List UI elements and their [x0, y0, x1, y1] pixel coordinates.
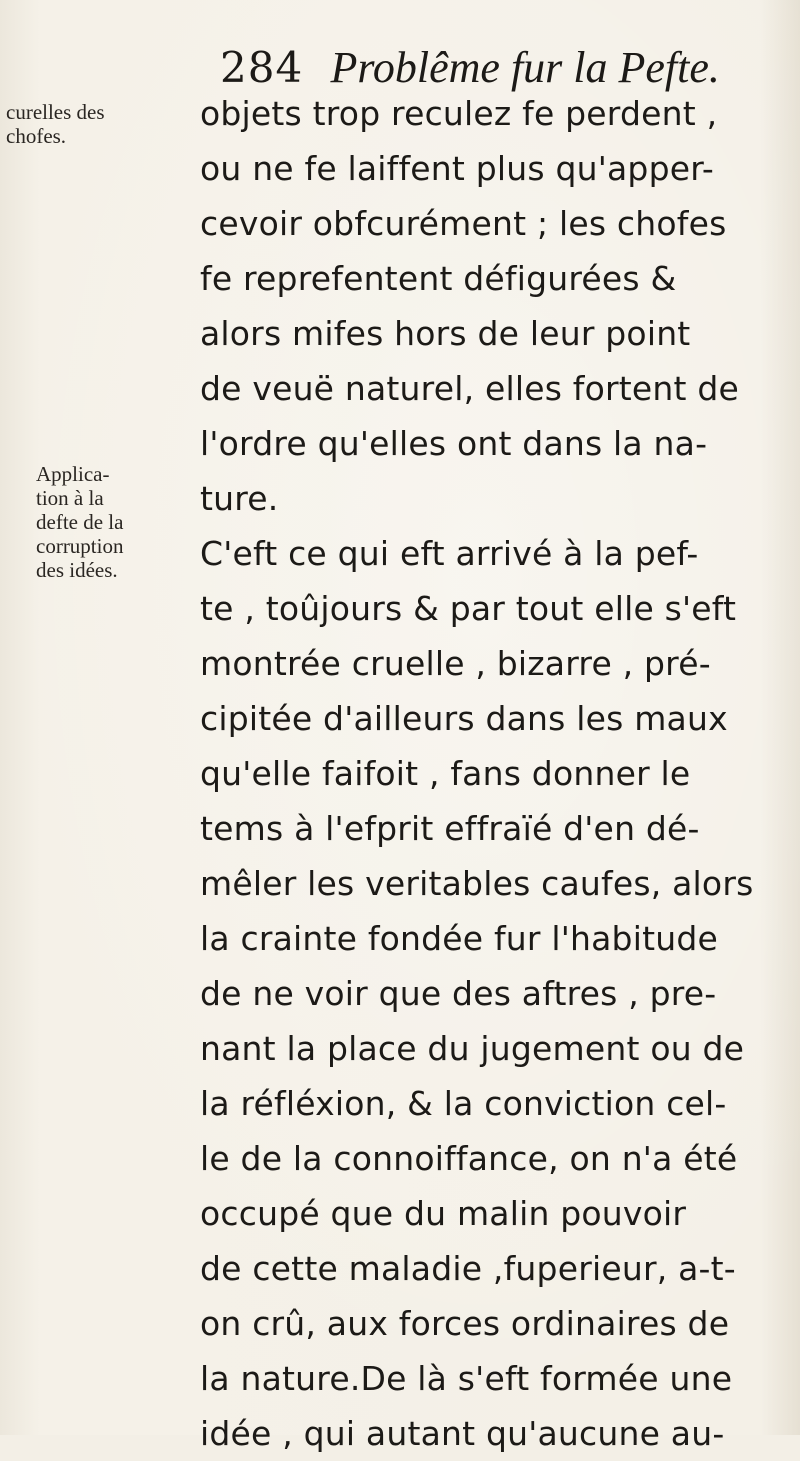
text-line: la réfléxion, & la conviction cel- — [200, 1084, 727, 1123]
text-line: de ne voir que des aftres , pre- — [200, 974, 717, 1013]
text-line: te , toûjours & par tout elle s'eft — [200, 589, 737, 628]
margin-note-line: defte de la — [36, 510, 124, 534]
body-text — [200, 86, 800, 1461]
margin-note-line: Applica- — [36, 462, 110, 486]
text-line: la nature.De là s'eft formée une — [200, 1359, 733, 1398]
page-number: 284 — [220, 43, 304, 92]
margin-note-2 — [36, 462, 123, 582]
text-line: on crû, aux forces ordinaires de — [200, 1304, 730, 1343]
text-line: occupé que du malin pouvoir — [200, 1194, 687, 1233]
text-line: montrée cruelle , bizarre , pré- — [200, 644, 711, 683]
margin-note-line: corruption — [36, 534, 124, 558]
margin-note-1 — [6, 100, 105, 148]
text-line: le de la connoiffance, on n'a été — [200, 1139, 738, 1178]
text-line: ou ne fe laiffent plus qu'apper- — [200, 149, 714, 188]
margin-note-line: chofes. — [6, 124, 67, 148]
text-line: cipitée d'ailleurs dans les maux — [200, 699, 728, 738]
text-line: ture. — [200, 479, 279, 518]
text-line: alors mifes hors de leur point — [200, 314, 691, 353]
text-line: la crainte fondée fur l'habitude — [200, 919, 718, 958]
text-line: de veuë naturel, elles fortent de — [200, 369, 739, 408]
text-line: tems à l'efprit effraïé d'en dé- — [200, 809, 700, 848]
text-line: idée , qui autant qu'aucune au- — [200, 1414, 725, 1453]
text-line: mêler les veritables caufes, alors — [200, 864, 754, 903]
margin-note-line: curelles des — [6, 100, 105, 124]
text-line: C'eft ce qui eft arrivé à la pef- — [200, 534, 699, 573]
margin-note-line: des idées. — [36, 558, 118, 582]
text-line: cevoir obfcurément ; les chofes — [200, 204, 727, 243]
text-line: nant la place du jugement ou de — [200, 1029, 745, 1068]
text-line: l'ordre qu'elles ont dans la na- — [200, 424, 708, 463]
text-line: qu'elle faifoit , fans donner le — [200, 754, 691, 793]
text-line: de cette maladie ,fuperieur, a-t- — [200, 1249, 736, 1288]
running-title: Problême fur la Pefte. — [330, 43, 720, 92]
text-line: objets trop reculez fe perdent , — [200, 94, 718, 133]
margin-note-line: tion à la — [36, 486, 104, 510]
text-line: fe reprefentent défigurées & — [200, 259, 677, 298]
